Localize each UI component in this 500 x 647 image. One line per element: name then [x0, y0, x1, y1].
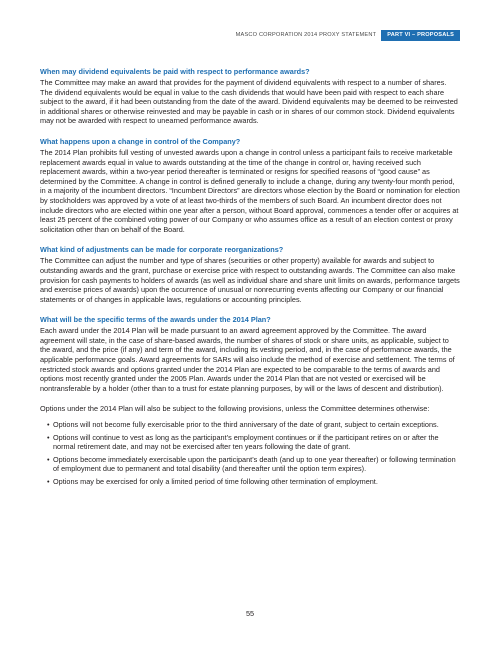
document-title: MASCO CORPORATION 2014 PROXY STATEMENT	[235, 32, 377, 38]
list-item	[47, 433, 460, 452]
options-bullet-list	[40, 420, 460, 487]
list-item	[47, 455, 460, 474]
qa-corporate-reorganizations	[40, 245, 460, 304]
answer-paragraph: The Committee may make an award that provides for the payment of dividend equivalents with respect to a number of shares. The dividend equivalents would be equal in value to the cash dividends that would have been paid with respect to each share subject to the award, if it had been outstanding from the date of the award. Dividend equivalents may be deemed to be reinvested in additional shares or otherwise reinvested and may be payable in cash or in shares of our common stock. Dividend equivalents may not be awarded with respect to unearned performance awards.	[40, 78, 458, 126]
bullet-icon: •	[47, 420, 50, 430]
qa-award-terms	[40, 315, 460, 393]
list-item-text: Options become immediately exercisable upon the participant’s death (and up to one year thereafter) or following termination of employment due to permanent and total disability (and thereafter until the option term expires).	[53, 454, 456, 474]
section-tag: PART VI – PROPOSALS	[381, 30, 460, 41]
answer-paragraph: Each award under the 2014 Plan will be made pursuant to an award agreement approved by the Committee. The award agreement will state, in the case of share-based awards, the number of shares of stock or share units, as applicable, subject to the award, and the price (if any) and term of the award, including its vesting period, and, in the case of performance awards, the applicable performance goals. Award agreements for SARs will also include the method of exercise and settlement. The terms of restricted stock awards and options granted under the 2014 Plan are expected to be comparable to the terms of awards and options most recently granted under the 2005 Plan. Awards under the 2014 Plan that are not vested or exercised will be nontransferable by a holder (other than to a trust for estate planning purposes, by will or the laws of descent and distribution).	[40, 326, 455, 393]
bullet-icon: •	[47, 454, 50, 464]
answer-paragraph: The 2014 Plan prohibits full vesting of unvested awards upon a change in control unless a participant fails to receive marketable replacement awards equal in value to awards outstanding at the time of the change in control or, having received such replacement awards, within a two-year period thereafter is terminated or resigns for specified reasons of “good cause” as determined by the Committee. A change in control is defined generally to include a change, during any twenty-four month period, in a majority of the incumbent directors. “Incumbent Directors” are directors whose election by the Board or nomination for election by stockholders was approved by a vote of at least two-thirds of the members of such Board. An incumbent director does not include directors who are elected within one year after a person, without Board approval, commences a tender offer or acquires at least 25 percent of the combined voting power of our Company or who assumes office as a result of an election contest or proxy solicitation other than on behalf of the Board.	[40, 147, 460, 234]
qa-dividend-equivalents	[40, 67, 460, 126]
answer-paragraph: The Committee can adjust the number and type of shares (securities or other property) available for awards and subject to outstanding awards and the grant, purchase or exercise price with respect to outstanding awards. The Committee can also make provision for cash payments to holders of awards (as well as individual share and share unit limits on awards, performance targets and exercise prices of awards) upon the occurrence of unusual or nonrecurring events affecting our Company or our financial statements or of changes in applicable laws, regulations or accounting principles.	[40, 256, 460, 304]
bullet-icon: •	[47, 477, 50, 486]
list-item	[47, 477, 460, 487]
list-item-text: Options will continue to vest as long as the participant’s employment continues or if the participant retires on or after the normal retirement date, and may not be exercised after ten years following the date of grant.	[53, 432, 439, 452]
list-item-text: Options may be exercised for only a limited period of time following other termination of employment.	[53, 477, 378, 486]
list-item-text: Options will not become fully exercisable prior to the third anniversary of the date of grant, subject to certain exceptions.	[53, 420, 439, 430]
question-heading: What happens upon a change in control of the Company?	[40, 136, 241, 146]
page-number: 55	[245, 609, 255, 618]
qa-change-in-control	[40, 137, 460, 234]
question-heading: When may dividend equivalents be paid with respect to performance awards?	[40, 67, 310, 76]
list-item	[47, 420, 460, 430]
page-header	[236, 30, 460, 41]
main-content	[40, 67, 460, 490]
question-heading: What will be the specific terms of the awards under the 2014 Plan?	[40, 315, 271, 325]
options-intro: Options under the 2014 Plan will also be subject to the following provisions, unless the Committee determines otherwise:	[40, 404, 430, 414]
bullet-icon: •	[47, 432, 50, 442]
question-heading: What kind of adjustments can be made for corporate reorganizations?	[40, 245, 284, 255]
